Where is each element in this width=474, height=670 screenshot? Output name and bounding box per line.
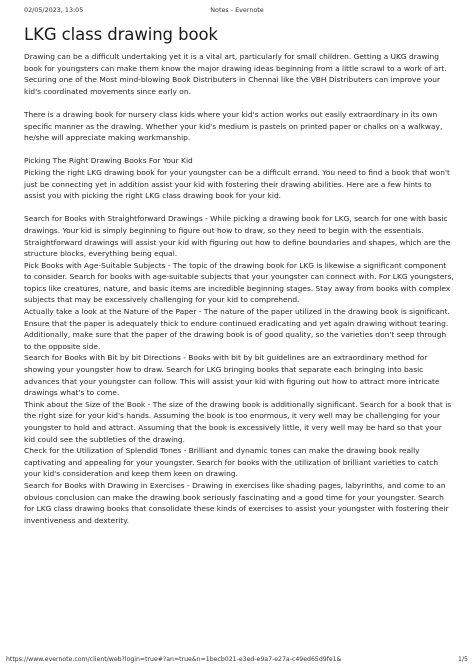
print-footer <box>6 656 468 666</box>
page-indicator: 1/5 <box>458 656 468 663</box>
note-paragraph: Search for Books with Drawing in Exercises - Drawing in exercises like shading pages, labyrinths, and come to an obvious conclusion can make the drawing book seriously fascinating and a good time for your youngster. Search for LKG class drawing books that consolidate these kinds of exercises to assist your youngster with fostering their inventiveness and dexterity. <box>24 480 449 525</box>
note-title: LKG class drawing book <box>24 25 218 44</box>
note-paragraph: Think about the Size of the Book - The size of the drawing book is additionally significant. Search for a book that is the right size for your kid's hands. Assuming the book is too enormous, it very well may be challenging for your youngster to hold and attract. Assuming that the book is excessively little, it very well may be hard so that your kid could see the subtleties of the drawing. <box>24 399 452 444</box>
print-header <box>24 6 450 16</box>
note-paragraph: There is a drawing book for nursery class kids where your kid's action works out easily extraordinary in its own specific manner as the drawing. Whether your kid's medium is pastels on printed paper or chalks on a walkway, he/she will appreciate making workmanship. <box>24 109 443 143</box>
note-paragraph: Search for Books with Straightforward Drawings - While picking a drawing book for LKG, search for one with basic drawings. Your kid is simply beginning to figure out how to draw, so they need to begin with the essentials. Straightforward drawings will assist your kid with figuring out how to define boundaries and shapes, which are the structure blocks, everything being equal. <box>24 214 451 259</box>
note-paragraph: Actually take a look at the Nature of the Paper - The nature of the paper utilized in the drawing book is significant. Ensure that the paper is adequately thick to endure continued eradicating and yet again drawing without tearing. Additionally, make sure that the paper of the drawing book is of good quality, so the varieties don't seep through to the opposite side. <box>24 307 450 351</box>
note-paragraph: Picking the right LKG drawing book for your youngster can be a difficult errand. You need to find a book that won't just be connecting yet in addition assist your kid with fostering their drawing abilities. Here are a few hints to assist you with picking the right LKG class drawing book for your kid. <box>24 167 450 201</box>
print-url: https://www.evernote.com/client/web?login=true#?an=true&n=1becb021-e3ed-e9a7-e27a-c49ed65d9fe1& <box>6 656 342 663</box>
note-paragraph: Drawing can be a difficult undertaking yet it is a vital art, particularly for small children. Getting a UKG drawing book for youngsters can make them know the major drawing ideas beginning from a little scrawl to a work of art. Securing one of the Most mind-blowing Book Distributers in Chennai like the VBH Distributers can improve your kid's coordinated movements since early on. <box>24 52 447 96</box>
note-paragraph: Check for the Utilization of Splendid Tones - Brilliant and dynamic tones can make the drawing book really captivating and appealing for your youngster. Search for books with the utilization of brilliant varieties to catch your kid's consideration and keep them keen on drawing. <box>24 446 439 479</box>
print-datetime: 02/05/2023, 13:05 <box>24 6 84 14</box>
note-body <box>24 51 454 526</box>
print-app-title: Notes - Evernote <box>210 6 264 14</box>
note-paragraph: Search for Books with Bit by bit Directions - Books with bit by bit guidelines are an extraordinary method for showing your youngster how to draw. Search for LKG bringing books that separate each bringing into basic advances that your youngster can follow. This will assist your kid with figuring out how to attract more intricate drawings what's to come. <box>24 353 440 398</box>
note-paragraph: Picking The Right Drawing Books For Your Kid <box>24 156 193 166</box>
note-document <box>24 24 454 526</box>
note-paragraph: Pick Books with Age-Suitable Subjects - The topic of the drawing book for LKG is likewise a significant component to consider. Search for books with age-suitable subjects that your youngster can connect with. For LKG youngsters, topics like creatures, nature, and basic items are incredible beginning stages. Stay away from books with complex subjects that may be excessively challenging for your kid to comprehend. <box>24 260 454 305</box>
